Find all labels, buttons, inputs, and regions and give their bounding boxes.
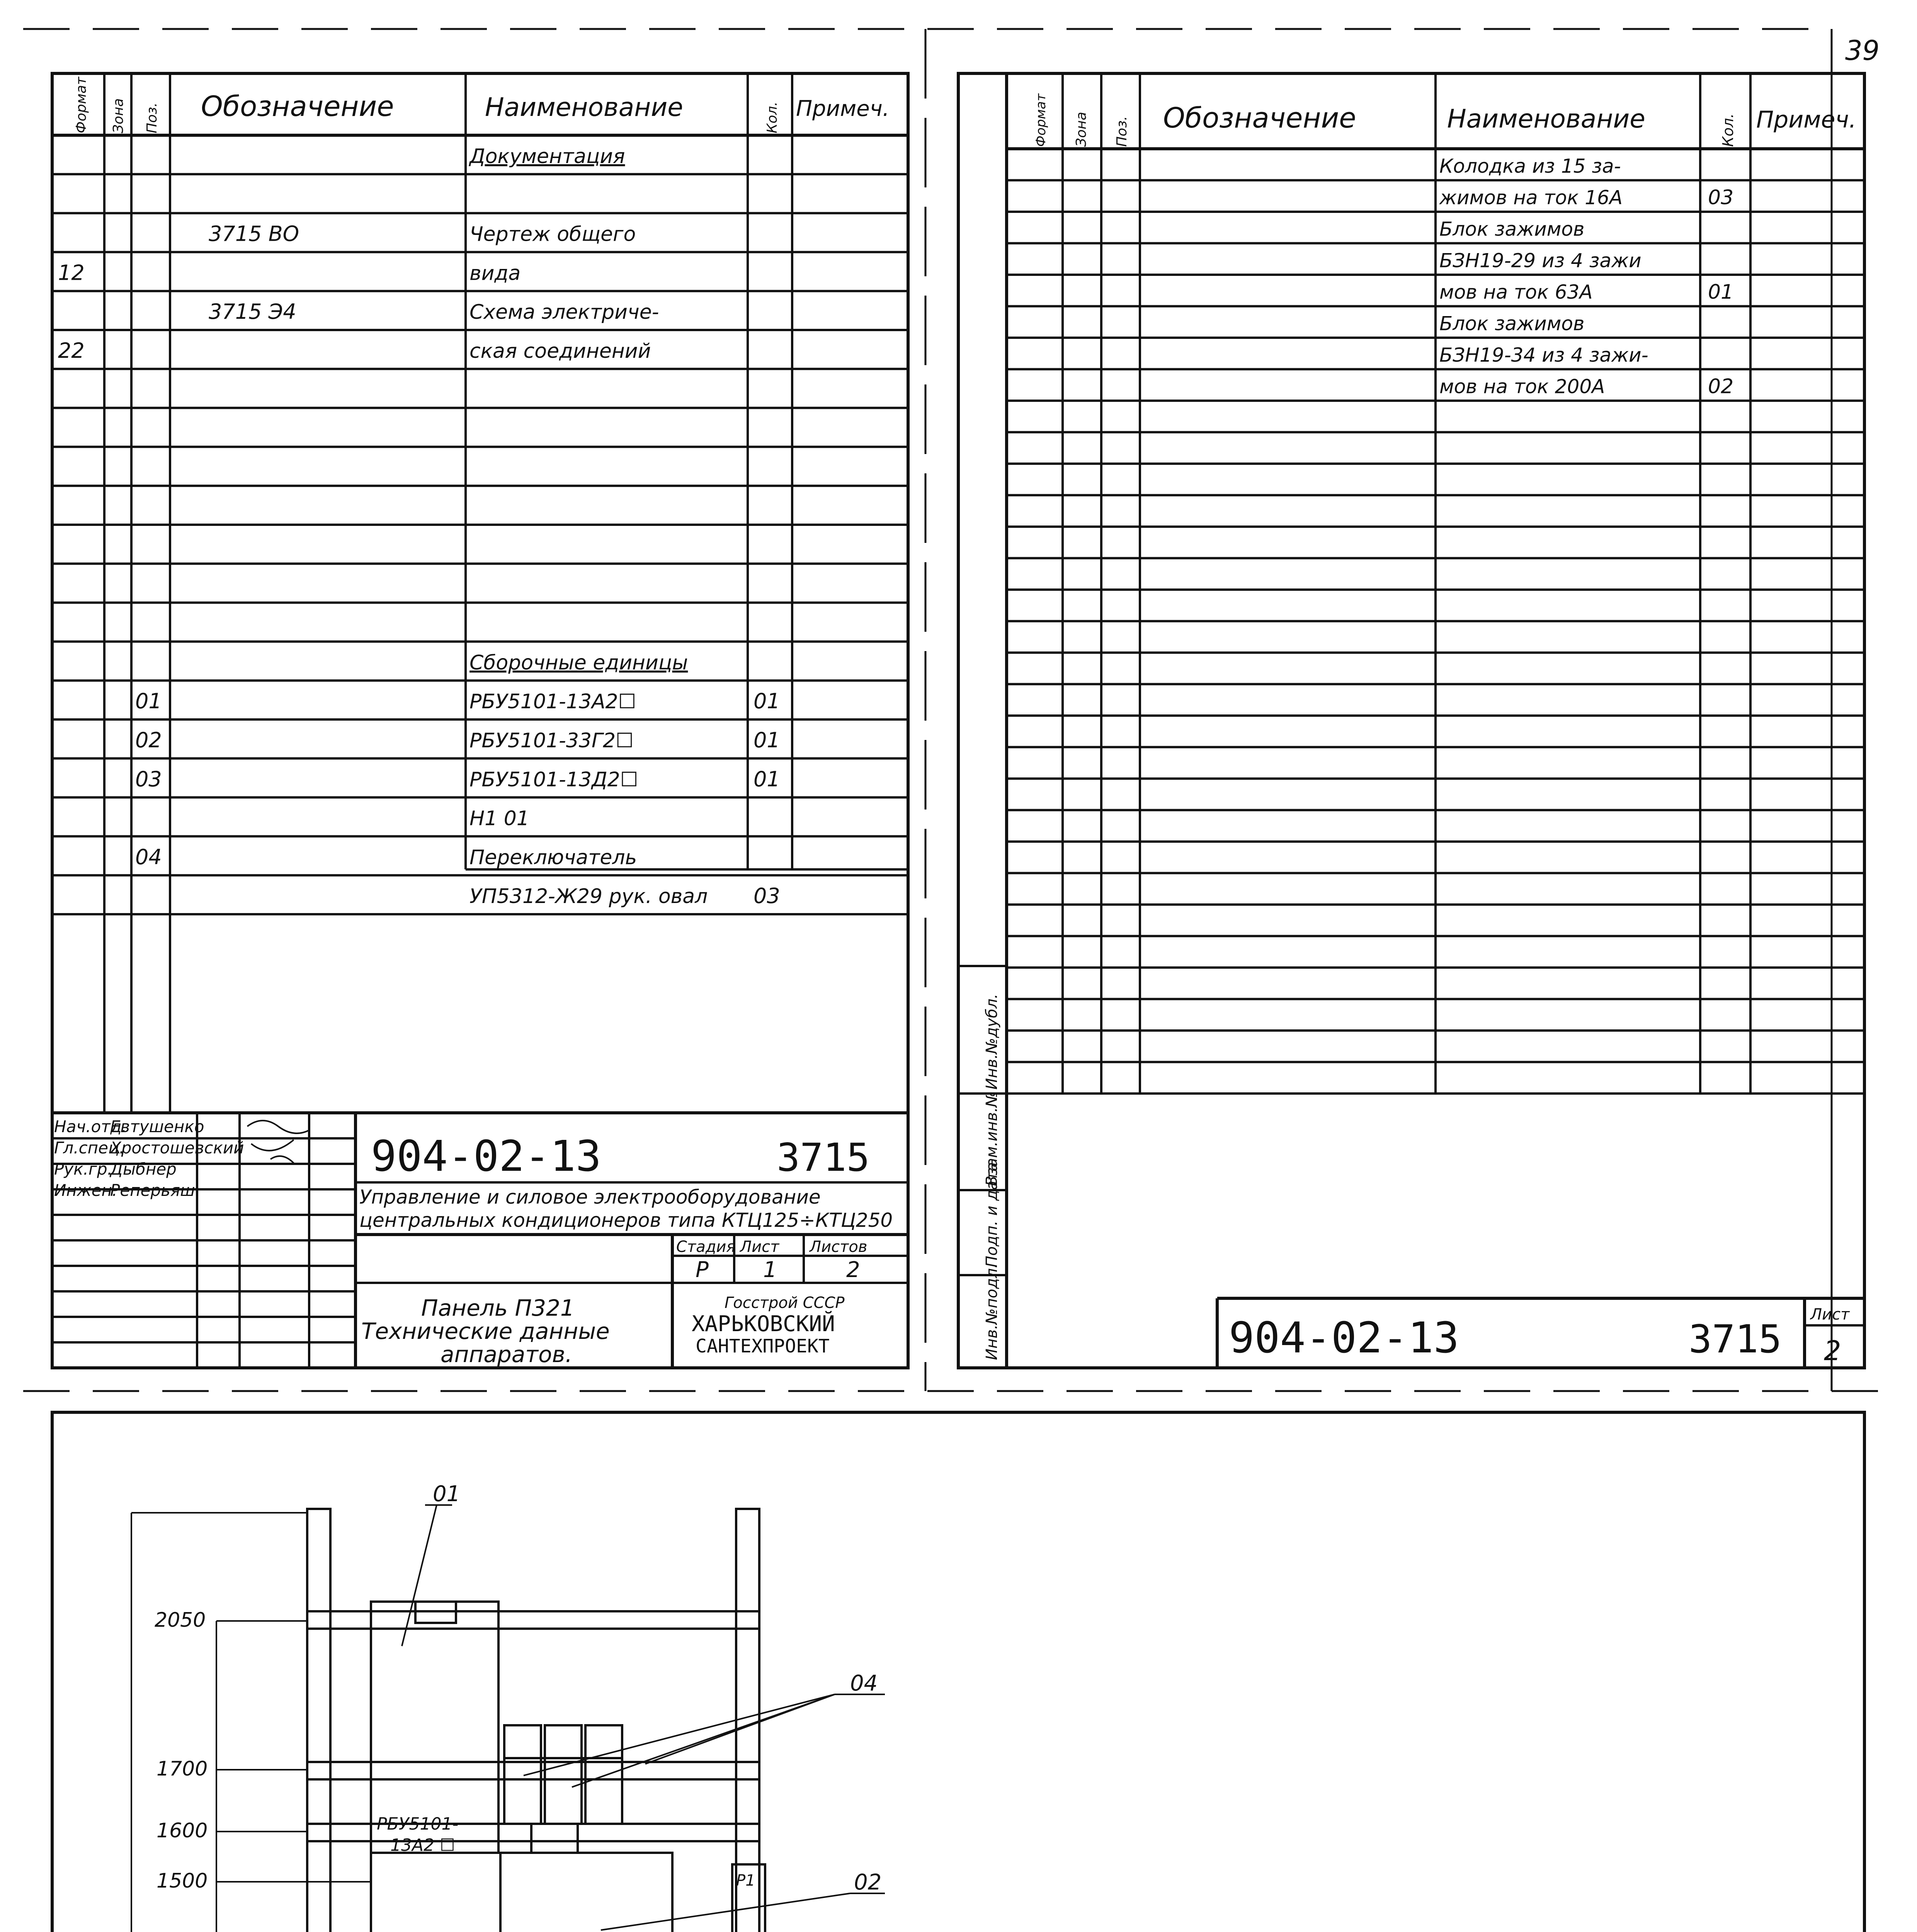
leader-label-02: 02: [854, 1870, 882, 1895]
spec1-designation-cell: 3715 ВО: [209, 221, 299, 246]
tb1-name-line1: Панель П321: [421, 1295, 575, 1321]
spec2-header-note: Примеч.: [1756, 106, 1856, 133]
spec2-side-label: Инв.№подл.: [983, 1263, 1001, 1360]
tb1-sheets-label: Листов: [810, 1238, 867, 1256]
spec1-header-pos: Поз.: [144, 102, 160, 133]
block1-label-b: 13А2 ☐: [390, 1835, 455, 1855]
spec1-name-cell: УП5312-Ж29 рук. овал: [469, 885, 708, 908]
spec2-qty-cell: 03: [1708, 186, 1734, 209]
spec2-header-name: Наименование: [1447, 104, 1645, 134]
spec2-name-cell: Блок зажимов: [1439, 312, 1585, 335]
spec2-name-cell: БЗН19-29 из 4 зажи: [1439, 249, 1641, 272]
tb1-role: Рук.гр.: [54, 1160, 112, 1179]
spec2-sheet: 2: [1824, 1335, 1841, 1367]
leader-label-04: 04: [850, 1671, 878, 1696]
spec2-side-label: Инв.№дубл.: [983, 993, 1001, 1090]
leader-label-01: 01: [433, 1481, 461, 1507]
tb1-stage-label: Стадия: [676, 1238, 736, 1256]
spec1-header-designation: Обозначение: [201, 90, 394, 122]
tb1-title-line2: центральных кондиционеров типа КТЦ125÷КТЦ250: [359, 1209, 893, 1231]
spec2-side-label: Подп. и дата: [983, 1162, 1001, 1267]
spec2-name-cell: Блок зажимов: [1439, 218, 1585, 240]
spec1-name-cell: ская соединений: [469, 340, 651, 363]
spec1-pos-cell: 03: [135, 767, 162, 791]
spec1-format-cell: 12: [58, 260, 85, 285]
spec2-header-format: Формат: [1033, 94, 1049, 147]
block1-label-a: РБУ5101-: [377, 1814, 459, 1834]
spec2-name-cell: мов на ток 200А: [1439, 375, 1605, 398]
spec1-header-format: Формат: [73, 77, 89, 133]
page-number-top: 39: [1845, 35, 1880, 66]
tb1-person: Реперьяш: [110, 1181, 195, 1200]
spec1-pos-cell: 01: [135, 689, 162, 714]
spec1-qty-cell: 01: [754, 767, 780, 791]
spec1-name-cell: РБУ5101-13Д2☐: [469, 768, 638, 791]
tb1-org-line1: Госстрой СССР: [725, 1294, 845, 1312]
spec1-header-qty: Кол.: [764, 101, 780, 133]
tb1-role: Нач.отд.: [54, 1117, 127, 1136]
tb1-sheet-label: Лист: [740, 1238, 779, 1256]
tb1-role: Гл.спец.: [54, 1138, 124, 1157]
relay-p1: Р1: [736, 1872, 755, 1889]
spec1-qty-cell: 03: [754, 884, 780, 908]
tb1-org-line2: ХАРЬКОВСКИЙ: [692, 1311, 835, 1337]
spec1-qty-cell: 01: [754, 689, 780, 714]
spec1-pos-cell: 04: [135, 845, 162, 869]
spec2-header-zone: Зона: [1073, 112, 1089, 147]
spec1-format-cell: 22: [58, 338, 85, 363]
spec2-sheet-label: Лист: [1810, 1306, 1850, 1323]
spec1-header-note: Примеч.: [796, 96, 890, 121]
tb1-person: Евтушенко: [110, 1117, 204, 1136]
spec1-name-cell: РБУ5101-33Г2☐: [469, 729, 634, 752]
spec1-designation-cell: 3715 Э4: [209, 299, 296, 324]
level-2050: 2050: [155, 1609, 206, 1632]
spec1-name-cell: РБУ5101-13А2☐: [469, 690, 636, 714]
spec1-name-cell: Переключатель: [469, 846, 637, 869]
tb1-sheet: 1: [763, 1257, 777, 1282]
level-1500: 1500: [156, 1869, 208, 1893]
spec2-code: 904-02-13: [1229, 1313, 1459, 1362]
signature-scribble: [247, 1121, 309, 1163]
spec1-header-zone: Зона: [111, 98, 126, 133]
spec1-pos-cell: 02: [135, 728, 162, 752]
level-1600: 1600: [156, 1819, 208, 1842]
spec1-name-cell: Чертеж общего: [469, 223, 636, 246]
spec2-header-qty: Кол.: [1720, 113, 1737, 147]
spec2-side-label: Взам.инв.№: [983, 1091, 1001, 1186]
level-1700: 1700: [156, 1757, 208, 1781]
spec1-header-name: Наименование: [485, 92, 683, 122]
spec2-header-pos: Поз.: [1114, 116, 1130, 147]
tb1-role: Инжен.: [54, 1181, 117, 1200]
spec2-name-cell: жимов на ток 16А: [1439, 186, 1623, 209]
tb1-stage: Р: [696, 1257, 709, 1282]
spec1-name-cell: вида: [469, 262, 521, 285]
spec2-qty-cell: 01: [1708, 281, 1734, 304]
tb1-person: Хростошевский: [110, 1138, 244, 1157]
spec2-name-cell: Колодка из 15 за-: [1439, 155, 1621, 177]
tb1-code: 904-02-13: [371, 1131, 602, 1181]
spec1-qty-cell: 01: [754, 728, 780, 752]
spec2-qty-cell: 02: [1708, 375, 1734, 398]
spec1-name-cell: Сборочные единицы: [469, 651, 688, 675]
spec2-name-cell: БЗН19-34 из 4 зажи-: [1439, 344, 1648, 366]
tb1-org-line3: САНТЕХПРОЕКТ: [696, 1335, 830, 1357]
tb1-person: Дыбнер: [110, 1160, 177, 1179]
spec2-header-designation: Обозначение: [1163, 102, 1356, 134]
spec1-name-cell: Документация: [469, 145, 625, 168]
tb1-doc: 3715: [777, 1135, 870, 1180]
spec1-name-cell: Н1 01: [469, 807, 529, 830]
tb1-title-line1: Управление и силовое электрооборудование: [359, 1186, 821, 1208]
tb1-sheets: 2: [846, 1257, 860, 1282]
tb1-name-line3: аппаратов.: [441, 1341, 573, 1367]
spec2-name-cell: мов на ток 63А: [1439, 281, 1593, 303]
tb1-name-line2: Технические данные: [361, 1318, 610, 1344]
spec2-doc: 3715: [1689, 1316, 1782, 1362]
spec1-name-cell: Схема электриче-: [469, 301, 659, 324]
